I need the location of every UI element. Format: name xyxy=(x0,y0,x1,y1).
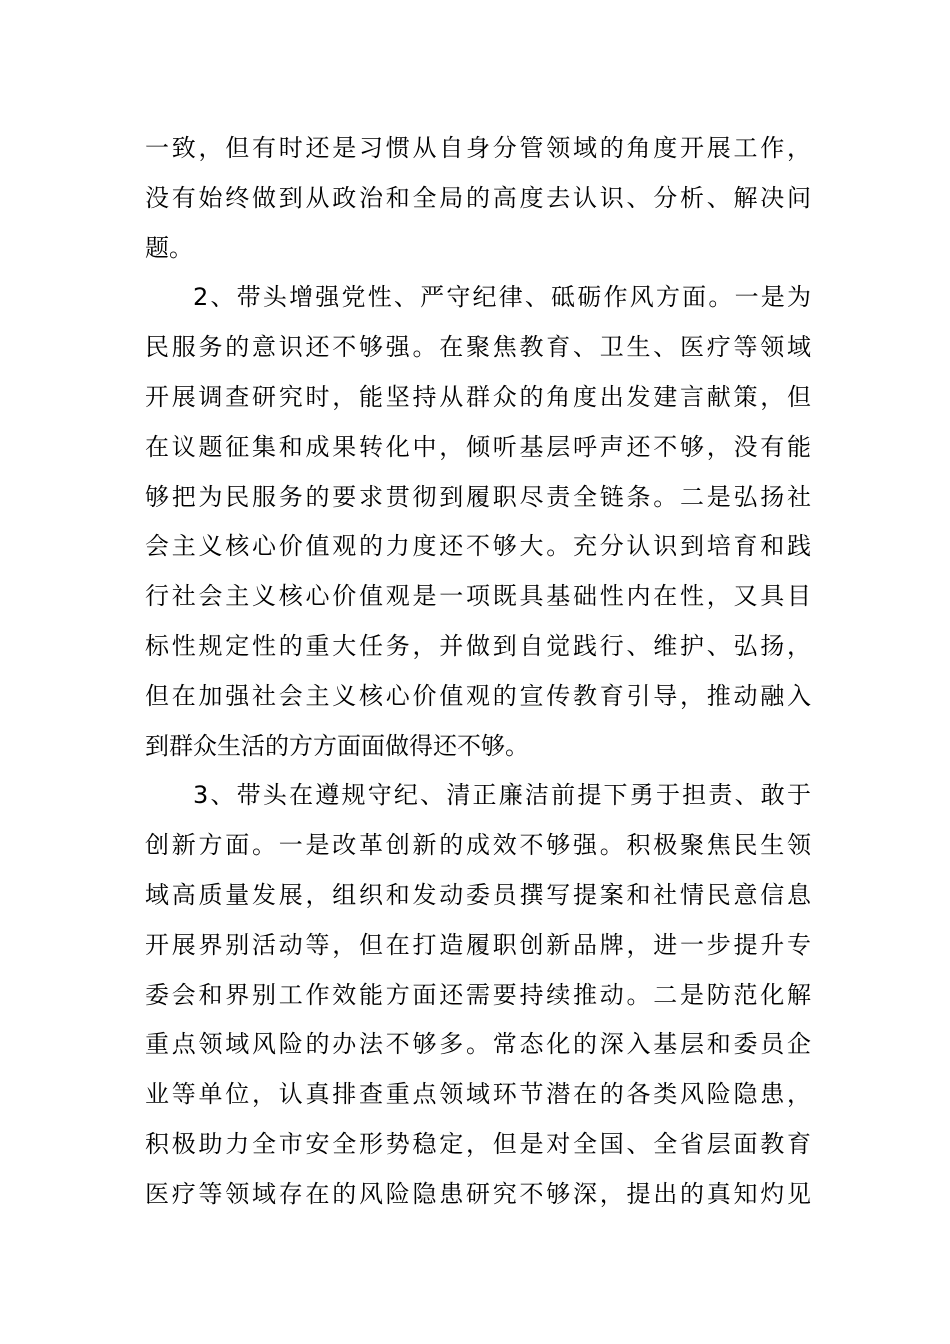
text-line: 没有始终做到从政治和全局的高度去认识、分析、解决问 xyxy=(145,183,811,212)
text-line: 积极助力全市安全形势稳定，但是对全国、全省层面教育 xyxy=(145,1129,811,1158)
text-line: 会主义核心价值观的力度还不够大。充分认识到培育和践 xyxy=(145,532,811,561)
text-line: 到群众生活的方方面面做得还不够。 xyxy=(145,731,529,760)
text-line: 3、带头在遵规守纪、清正廉洁前提下勇于担责、敢于 xyxy=(193,781,811,810)
text-line: 重点领域风险的办法不够多。常态化的深入基层和委员企 xyxy=(145,1030,811,1059)
text-line: 但在加强社会主义核心价值观的宣传教育引导，推动融入 xyxy=(145,681,811,710)
text-line: 2、带头增强党性、严守纪律、砥砺作风方面。一是为 xyxy=(193,283,811,312)
text-line: 够把为民服务的要求贯彻到履职尽责全链条。二是弘扬社 xyxy=(145,482,811,511)
text-line: 业等单位，认真排查重点领域环节潜在的各类风险隐患， xyxy=(145,1080,811,1109)
text-line: 开展调查研究时，能坚持从群众的角度出发建言献策，但 xyxy=(145,382,811,411)
text-line: 委会和界别工作效能方面还需要持续推动。二是防范化解 xyxy=(145,980,811,1009)
text-line: 开展界别活动等，但在打造履职创新品牌，进一步提升专 xyxy=(145,930,811,959)
text-line: 一致，但有时还是习惯从自身分管领域的角度开展工作， xyxy=(145,134,811,162)
text-line: 行社会主义核心价值观是一项既具基础性内在性，又具目 xyxy=(145,582,811,611)
text-line: 在议题征集和成果转化中，倾听基层呼声还不够，没有能 xyxy=(145,432,811,461)
text-line: 题。 xyxy=(145,233,193,262)
text-line: 创新方面。一是改革创新的成效不够强。积极聚焦民生领 xyxy=(145,831,811,860)
text-line: 医疗等领域存在的风险隐患研究不够深，提出的真知灼见 xyxy=(145,1179,811,1208)
text-line: 域高质量发展，组织和发动委员撰写提案和社情民意信息 xyxy=(145,880,811,909)
document-body xyxy=(145,124,811,1220)
text-line: 民服务的意识还不够强。在聚焦教育、卫生、医疗等领域 xyxy=(145,333,811,362)
text-line: 标性规定性的重大任务，并做到自觉践行、维护、弘扬， xyxy=(145,631,811,660)
